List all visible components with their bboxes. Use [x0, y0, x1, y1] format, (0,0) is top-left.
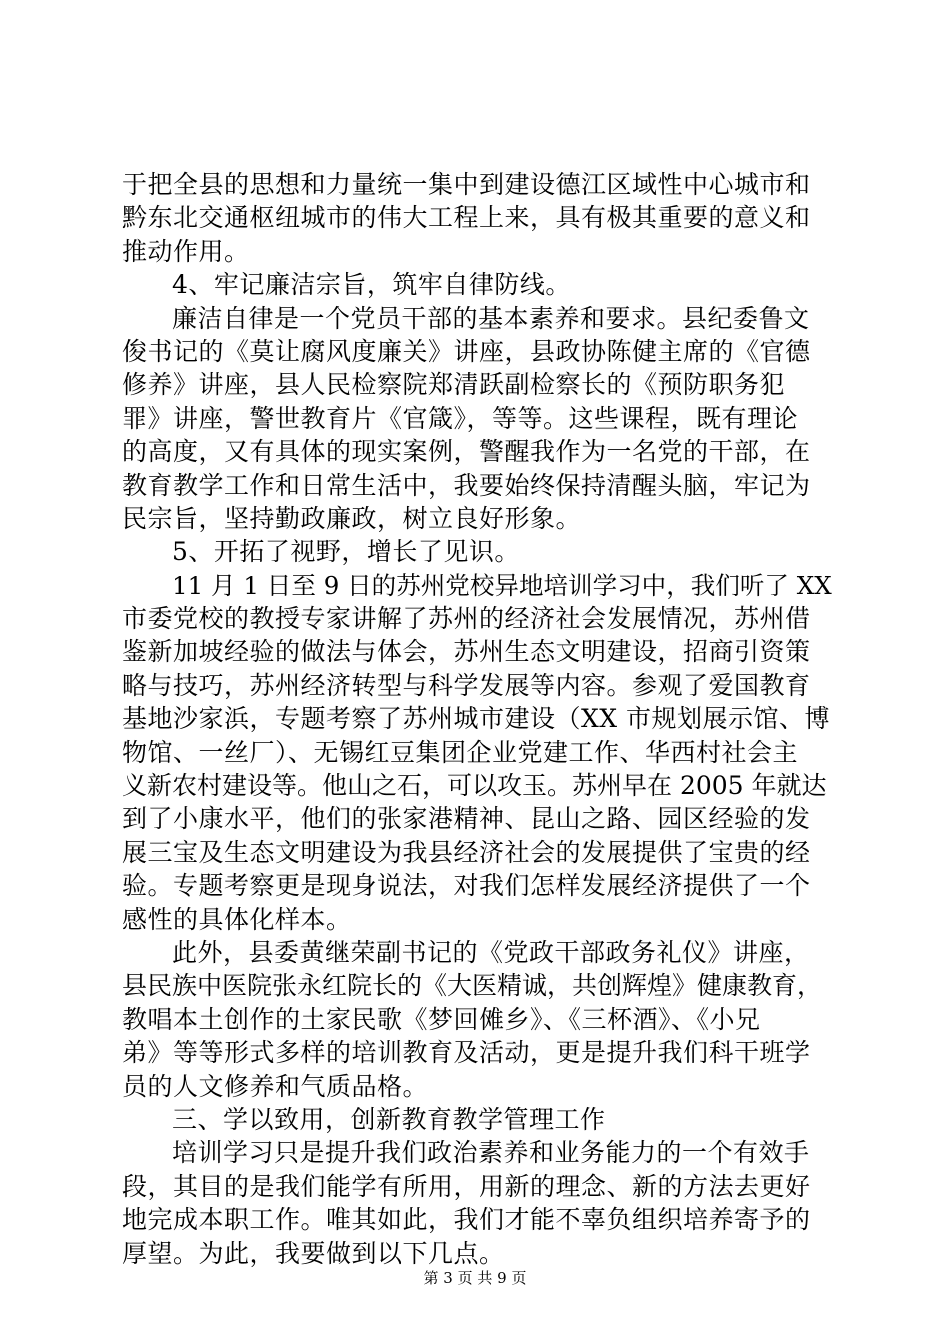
text-line: 厚望。为此，我要做到以下几点。 [122, 1238, 505, 1268]
text-line: 段，其目的是我们能学有所用，用新的理念、新的方法去更好 [122, 1171, 811, 1201]
document-body [122, 168, 832, 1270]
text-line: 教育教学工作和日常生活中，我要始终保持清醒头脑，牢记为 [122, 470, 811, 500]
text-line: 教唱本土创作的土家民歌《梦回傩乡》、《三杯酒》、《小兄 [122, 1004, 761, 1034]
text-line: 修养》讲座，县人民检察院郑清跃副检察长的《预防职务犯 [122, 370, 786, 400]
text-line: 地完成本职工作。唯其如此，我们才能不辜负组织培养寄予的 [122, 1205, 811, 1235]
text-line: 基地沙家浜，专题考察了苏州城市建设（XX 市规划展示馆、博 [122, 704, 831, 734]
text-line: 罪》讲座，警世教育片《官箴》，等等。这些课程，既有理论 [122, 403, 799, 433]
text-line: 物馆、一丝厂）、无锡红豆集团企业党建工作、华西村社会主 [122, 737, 799, 767]
text-line: 廉洁自律是一个党员干部的基本素养和要求。县纪委鲁文 [172, 303, 810, 333]
text-line: 民宗旨，坚持勤政廉政，树立良好形象。 [122, 503, 582, 533]
text-line: 弟》等等形式多样的培训教育及活动，更是提升我们科干班学 [122, 1038, 811, 1068]
text-line: 三、学以致用，创新教育教学管理工作 [172, 1104, 606, 1134]
text-line: 义新农村建设等。他山之石，可以攻玉。苏州早在 2005 年就达 [122, 771, 827, 801]
text-line: 培训学习只是提升我们政治素养和业务能力的一个有效手 [172, 1138, 810, 1168]
text-line: 到了小康水平，他们的张家港精神、昆山之路、园区经验的发 [122, 804, 811, 834]
page-footer: 第 3 页 共 9 页 [423, 1269, 527, 1287]
text-line: 5、开拓了视野，增长了见识。 [172, 537, 520, 567]
text-line: 县民族中医院张永红院长的《大医精诚，共创辉煌》健康教育， [122, 971, 823, 1001]
text-line: 11 月 1 日至 9 日的苏州党校异地培训学习中，我们听了 XX [172, 570, 832, 600]
text-line: 4、牢记廉洁宗旨，筑牢自律防线。 [172, 270, 571, 300]
text-line: 推动作用。 [122, 236, 250, 266]
text-line: 员的人文修养和气质品格。 [122, 1071, 429, 1101]
text-line: 感性的具体化样本。 [122, 904, 352, 934]
text-line: 展三宝及生态文明建设为我县经济社会的发展提供了宝贵的经 [122, 837, 811, 867]
text-line: 于把全县的思想和力量统一集中到建设德江区域性中心城市和 [122, 170, 811, 199]
text-line: 黔东北交通枢纽城市的伟大工程上来，具有极其重要的意义和 [122, 203, 811, 233]
text-line: 略与技巧，苏州经济转型与科学发展等内容。参观了爱国教育 [122, 670, 811, 700]
text-line: 鉴新加坡经验的做法与体会，苏州生态文明建设，招商引资策 [122, 637, 811, 667]
text-line: 的高度，又有具体的现实案例，警醒我作为一名党的干部，在 [122, 437, 811, 467]
text-line: 俊书记的《莫让腐风度廉关》讲座，县政协陈健主席的《官德 [122, 336, 811, 366]
text-line: 验。专题考察更是现身说法，对我们怎样发展经济提供了一个 [122, 871, 811, 901]
text-line: 此外，县委黄继荣副书记的《党政干部政务礼仪》讲座， [172, 937, 810, 967]
text-line: 市委党校的教授专家讲解了苏州的经济社会发展情况，苏州借 [122, 604, 811, 634]
